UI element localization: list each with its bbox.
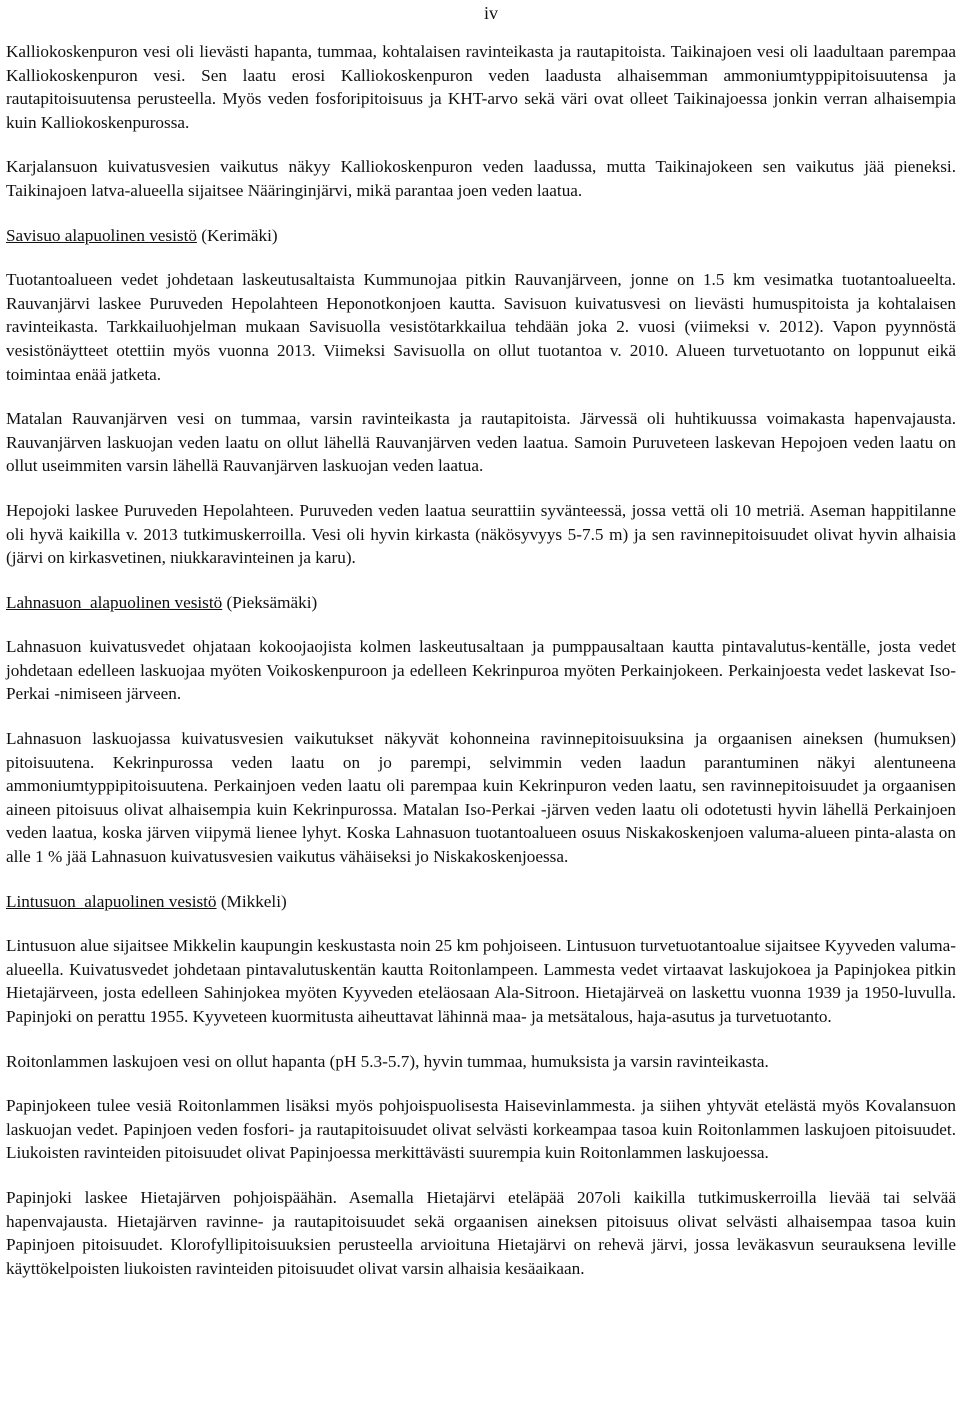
section-heading-title: Lintusuon alapuolinen vesistö xyxy=(6,891,217,911)
paragraph: Lahnasuon kuivatusvedet ohjataan kokoojaojista kolmen laskeutusaltaan ja pumppausaltaan kautta pintavalutus-kentälle, josta vedet johdetaan edelleen laskuojaa myöten Voikoskenpuroon ja edelleen Kekrinpuroa myöten Perkainjokeen. Perkainjoesta vedet laskevat Iso-Perkai -nimiseen järveen. xyxy=(6,637,956,704)
section-heading-location: (Mikkeli) xyxy=(216,891,287,911)
paragraph: Tuotantoalueen vedet johdetaan laskeutusaltaista Kummunojaa pitkin Rauvanjärveen, jonne on 1.5 km vesimatka tuotantoalueelta. Rauvanjärvi laskee Puruveden Hepolahteen Heponotkonjoen kautta. Savisuon kuivatusvesi on lievästi humuspitoista ja kohtalaisen ravinteikasta. Tarkkailuohjelman mukaan Savisuolla vesistötarkkailua tehdään joka 2. vuosi (viimeksi v. 2012). Vapon pyynnöstä vesistönäytteet otettiin myös vuonna 2013. Viimeksi Savisuolla on ollut tuotantoa v. 2010. Alueen turvetuotanto on loppunut eikä toimintaa enää jatketa. xyxy=(6,270,956,384)
page-number: iv xyxy=(483,3,498,23)
section-heading-title: Savisuo alapuolinen vesistö xyxy=(6,225,197,245)
section-heading xyxy=(6,890,956,914)
paragraph: Hepojoki laskee Puruveden Hepolahteen. Puruveden veden laatua seurattiin syvänteessä, jossa vettä oli 10 metriä. Aseman happitilanne oli hyvä kaikilla v. 2013 tutkimuskerroilla. Vesi oli hyvin kirkasta (näkösyvyys 5-7.5 m) ja sen ravinnepitoisuudet olivat hyvin alhaisia (järvi on kirkasvetinen, niukkaravinteinen ja karu). xyxy=(6,500,956,568)
page-content xyxy=(6,40,956,1301)
paragraph: Lahnasuon laskuojassa kuivatusvesien vaikutukset näkyvät kohonneina ravinnepitoisuuksina ja orgaanisen aineksen (humuksen) pitoisuutena. Kekrinpurossa veden laatu on jo parempi, selvimmin veden laadun parantuminen näkyi alentuneena ammoniumtyppipitoisuutena. Perkainjoen veden laatu oli parempaa kuin Kekrinpuron veden laatu, sen ravinnepitoisuudet ja orgaanisen aineen pitoisuus olivat alhaisempia kuin Kekrinpurossa. Matalan Iso-Perkai -järven veden laatu oli odotetusti hyvin lähellä Perkainjoen veden laatua, koska järven viipymä lienee lyhyt. Koska Lahnasuon tuotantoalueen osuus Niskakoskenjoen valuma-alueen pinta-alasta on alle 1 % jää Lahnasuon kuivatusvesien vaikutus vähäiseksi jo Niskakoskenjoessa. xyxy=(6,729,956,867)
section-heading-location: (Kerimäki) xyxy=(196,225,278,245)
paragraph: Roitonlammen laskujoen vesi on ollut hapanta (pH 5.3-5.7), hyvin tummaa, humuksista ja varsin ravinteikasta. xyxy=(6,1051,769,1071)
section-heading xyxy=(6,591,956,615)
paragraph: Lintusuon alue sijaitsee Mikkelin kaupungin keskustasta noin 25 km pohjoiseen. Lintusuon turvetuotantoalue sijaitsee Kyyveden valuma-alueella. Kuivatusvedet johdetaan pintavalutuskentän kautta Roitonlampeen. Lammesta vedet virtaavat laskujokoea ja Papinjokea pitkin Hietajärveen, josta edelleen Sahinjokea myöten Kyyveden eteläosaan Ala-Sitroon. Hietajärveä on laskettu vuonna 1939 ja 1950-luvulla. Papinjoki on perattu 1955. Kyyveteen kuormitusta aiheuttavat lähinnä maa- ja metsätalous, haja-asutus ja turvetuotanto. xyxy=(6,936,956,1026)
section-heading xyxy=(6,224,956,248)
paragraph: Papinjokeen tulee vesiä Roitonlammen lisäksi myös pohjoispuolisesta Haisevinlammesta. ja siihen yhtyvät etelästä myös Kovalansuon laskuojan vedet. Papinjoen veden fosfori- ja rautapitoisuudet olivat selvästi korkeampaa tasoa kuin Roitonlammen laskujoen pitoisuudet. Liukoisten ravinteiden pitoisuudet olivat Papinjoessa merkittävästi suurempia kuin Roitonlammen laskujoessa. xyxy=(6,1096,956,1163)
section-heading-location: (Pieksämäki) xyxy=(222,592,318,612)
paragraph: Matalan Rauvanjärven vesi on tummaa, varsin ravinteikasta ja rautapitoista. Järvessä oli huhtikuussa voimakasta hapenvajausta. Rauvanjärven laskuojan veden laatu on ollut lähellä Rauvanjärven veden laatua. Samoin Puruveteen laskevan Hepojoen veden laatu on ollut useimmiten varsin lähellä Rauvanjärven laskuojan veden laatua. xyxy=(6,409,956,476)
paragraph: Papinjoki laskee Hietajärven pohjoispäähän. Asemalla Hietajärvi eteläpää 207oli kaikilla tutkimuskerroilla lievää tai selvää hapenvajausta. Hietajärven ravinne- ja rautapitoisuudet sekä orgaanisen aineksen pitoisuus olivat selvästi alhaisempaa tasoa kuin Papinjoen pitoisuudet. Klorofyllipitoisuuksien perusteella arvioituna Hietajärvi on rehevä järvi, jossa leväkasvun seurauksena leville käyttökelpoisten liukoisten ravinteiden pitoisuudet olivat varsin alhaisia kesäaikaan. xyxy=(6,1187,956,1278)
paragraph: Kalliokoskenpuron vesi oli lievästi hapanta, tummaa, kohtalaisen ravinteikasta ja rautapitoista. Taikinajoen vesi oli laadultaan parempaa Kalliokoskenpuron vesi. Sen laatu erosi Kalliokoskenpuron veden laadusta alhaisemman ammoniumtyppipitoisuutensa ja rautapitoisuutensa perusteella. Myös veden fosforipitoisuus ja KHT-arvo sekä väri ovat olleet Taikinajoessa jonkin verran alhaisempia kuin Kalliokoskenpurossa. xyxy=(6,42,956,132)
section-heading-title: Lahnasuon alapuolinen vesistö xyxy=(6,592,223,612)
document-page xyxy=(6,0,956,1419)
paragraph: Karjalansuon kuivatusvesien vaikutus näkyy Kalliokoskenpuron veden laadussa, mutta Taikinajokeen sen vaikutus jää pieneksi. Taikinajoen latva-alueella sijaitsee Nääringinjärvi, mikä parantaa joen veden laatua. xyxy=(6,157,956,200)
